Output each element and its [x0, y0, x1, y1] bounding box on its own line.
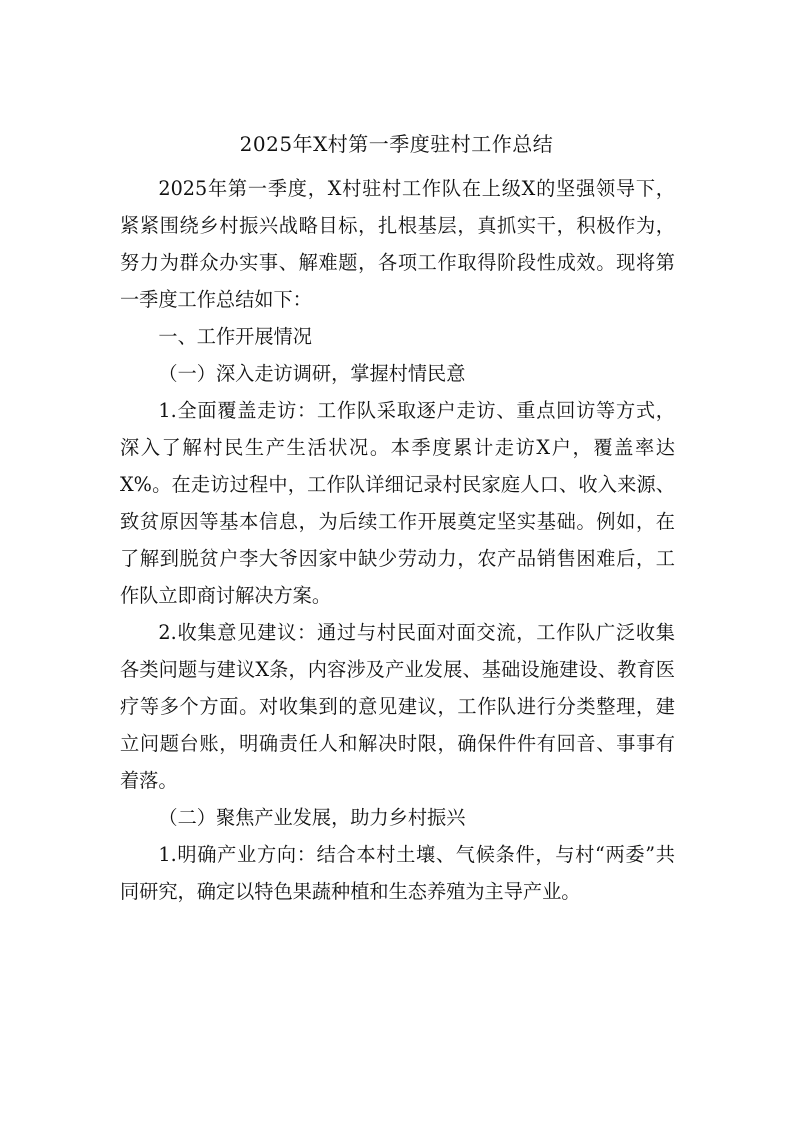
subsection-heading-2: （二）聚焦产业发展，助力乡村振兴 [158, 806, 466, 829]
item-paragraph-1-2: 2.收集意见建议：通过与村民面对面交流，工作队广泛收集各类问题与建议X条，内容涉及产业发展、基础设施建设、教育医疗等多个方面。对收集到的意见建议，工作队进行分类整理，建立问题台账，明确责任人和解决时限，确保件件有回音、事事有着落。 [120, 621, 675, 792]
section-heading-1: 一、工作开展情况 [158, 325, 312, 348]
item-paragraph-2-1: 1.明确产业方向：结合本村土壤、气候条件，与村“两委”共同研究，确定以特色果蔬种植和生态养殖为主导产业。 [120, 843, 675, 903]
item-paragraph-1-1: 1.全面覆盖走访：工作队采取逐户走访、重点回访等方式，深入了解村民生产生活状况。本季度累计走访X户，覆盖率达X%。在走访过程中，工作队详细记录村民家庭人口、收入来源、致贫原因等基本信息，为后续工作开展奠定坚实基础。例如，在了解到脱贫户李大爷因家中缺少劳动力，农产品销售困难后，工作队立即商讨解决方案。 [120, 399, 675, 607]
document-body [120, 170, 675, 910]
document-title: 2025年X村第一季度驻村工作总结 [239, 132, 554, 156]
intro-paragraph: 2025年第一季度，X村驻村工作队在上级X的坚强领导下，紧紧围绕乡村振兴战略目标，扎根基层，真抓实干，积极作为，努力为群众办实事、解难题，各项工作取得阶段性成效。现将第一季度工作总结如下： [120, 177, 675, 311]
subsection-heading-1: （一）深入走访调研，掌握村情民意 [158, 362, 466, 385]
